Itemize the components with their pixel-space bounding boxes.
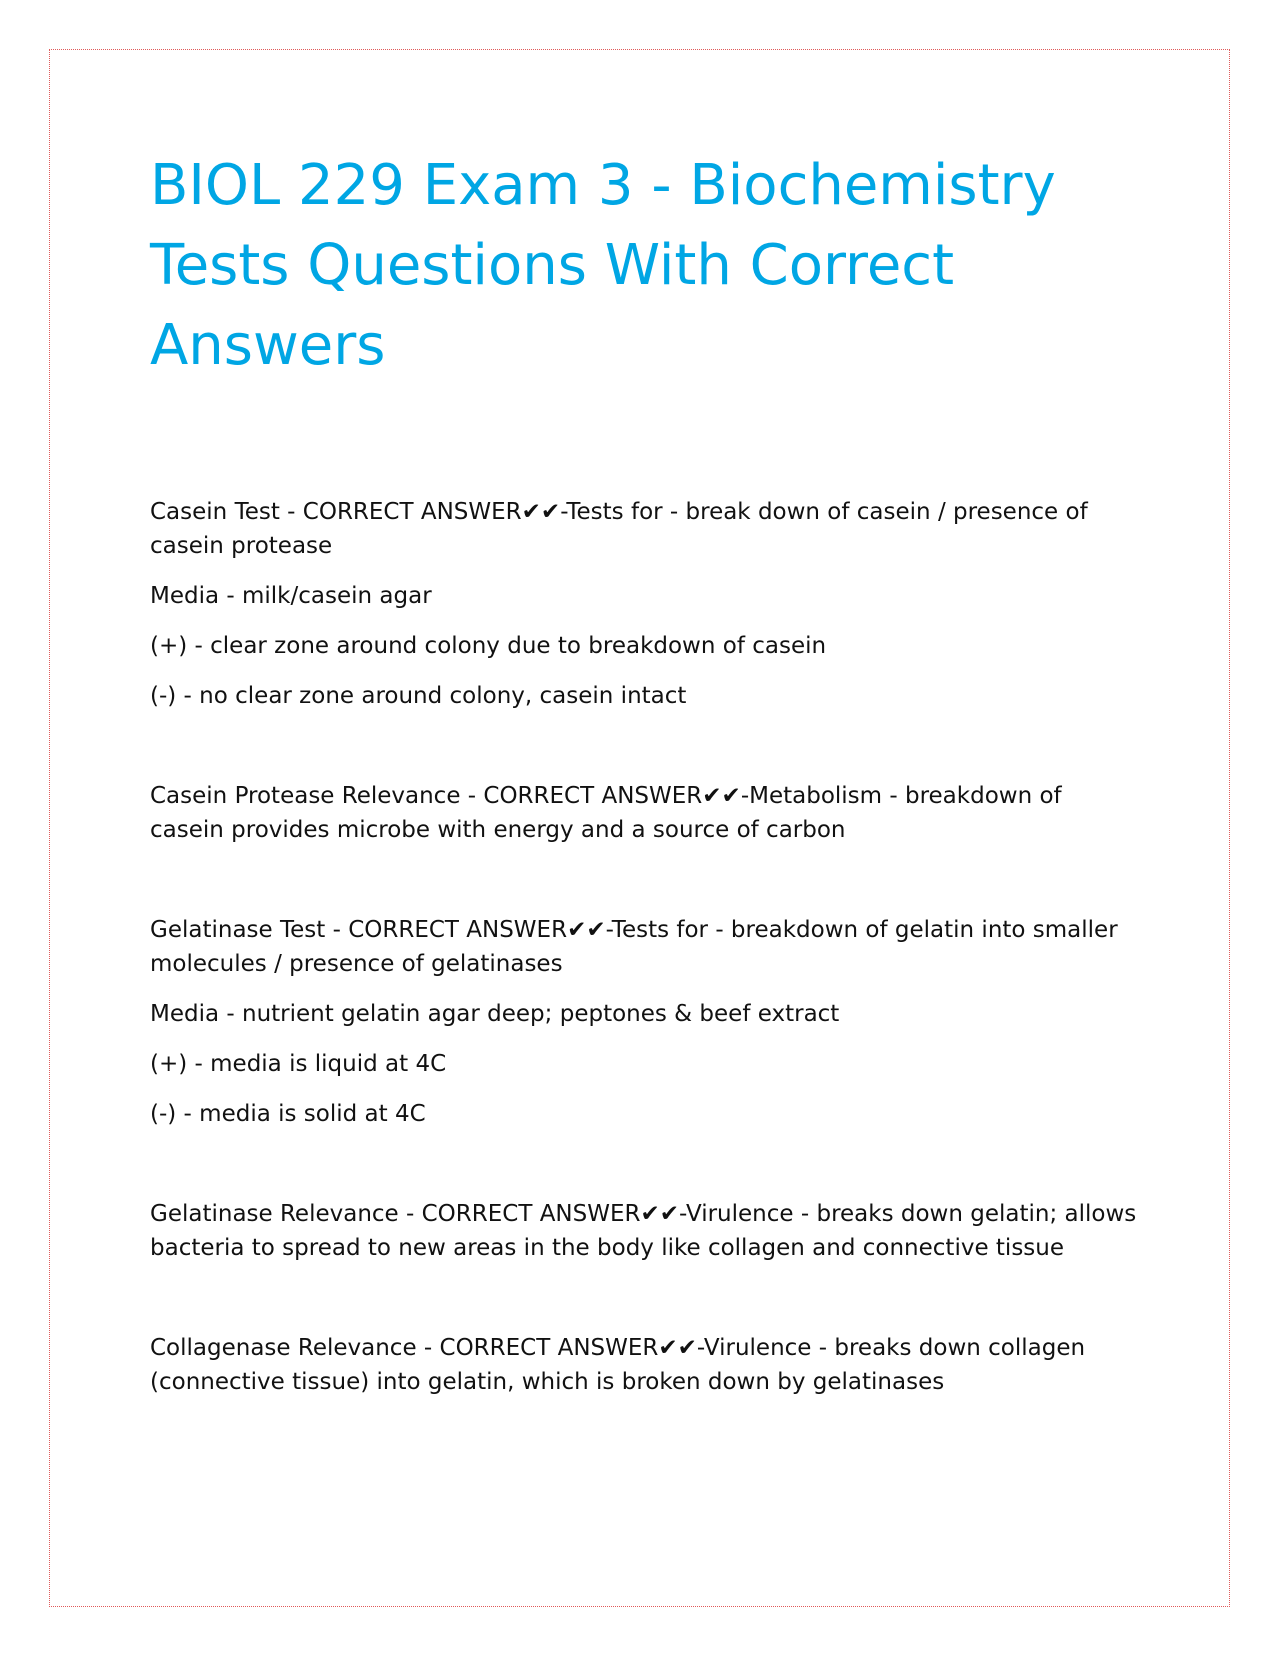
- paragraph: (-) - no clear zone around colony, casein intact: [150, 683, 687, 709]
- paragraph: (-) - media is solid at 4C: [150, 1101, 426, 1127]
- entry-gelatinase-test: [150, 913, 1140, 1131]
- entry-casein-protease-relevance: [150, 779, 1140, 847]
- entry-casein-test: [150, 495, 1140, 713]
- paragraph: (+) - clear zone around colony due to breakdown of casein: [150, 633, 827, 659]
- entry-collagenase-relevance: [150, 1331, 1140, 1399]
- paragraph: Media - milk/casein agar: [150, 583, 432, 609]
- document-title: BIOL 229 Exam 3 - Biochemistry Tests Questions With Correct Answers: [150, 153, 1056, 378]
- paragraph: (+) - media is liquid at 4C: [150, 1051, 447, 1077]
- entry-gelatinase-relevance: [150, 1197, 1140, 1265]
- paragraph: Casein Protease Relevance - CORRECT ANSWER✔✔-Metabolism - breakdown of casein provides microbe with energy and a source of carbon: [150, 783, 1062, 843]
- document-body: [150, 495, 1140, 1399]
- paragraph: Gelatinase Test - CORRECT ANSWER✔✔-Tests for - breakdown of gelatin into smaller molecules / presence of gelatinases: [150, 917, 1118, 977]
- paragraph: Collagenase Relevance - CORRECT ANSWER✔✔-Virulence - breaks down collagen (connective tissue) into gelatin, which is broken down by gelatinases: [150, 1335, 1086, 1395]
- paragraph: Casein Test - CORRECT ANSWER✔✔-Tests for - break down of casein / presence of casein protease: [150, 499, 1088, 559]
- paragraph: Gelatinase Relevance - CORRECT ANSWER✔✔-Virulence - breaks down gelatin; allows bacteria to spread to new areas in the body like collagen and connective tissue: [150, 1201, 1137, 1261]
- paragraph: Media - nutrient gelatin agar deep; peptones & beef extract: [150, 1001, 840, 1027]
